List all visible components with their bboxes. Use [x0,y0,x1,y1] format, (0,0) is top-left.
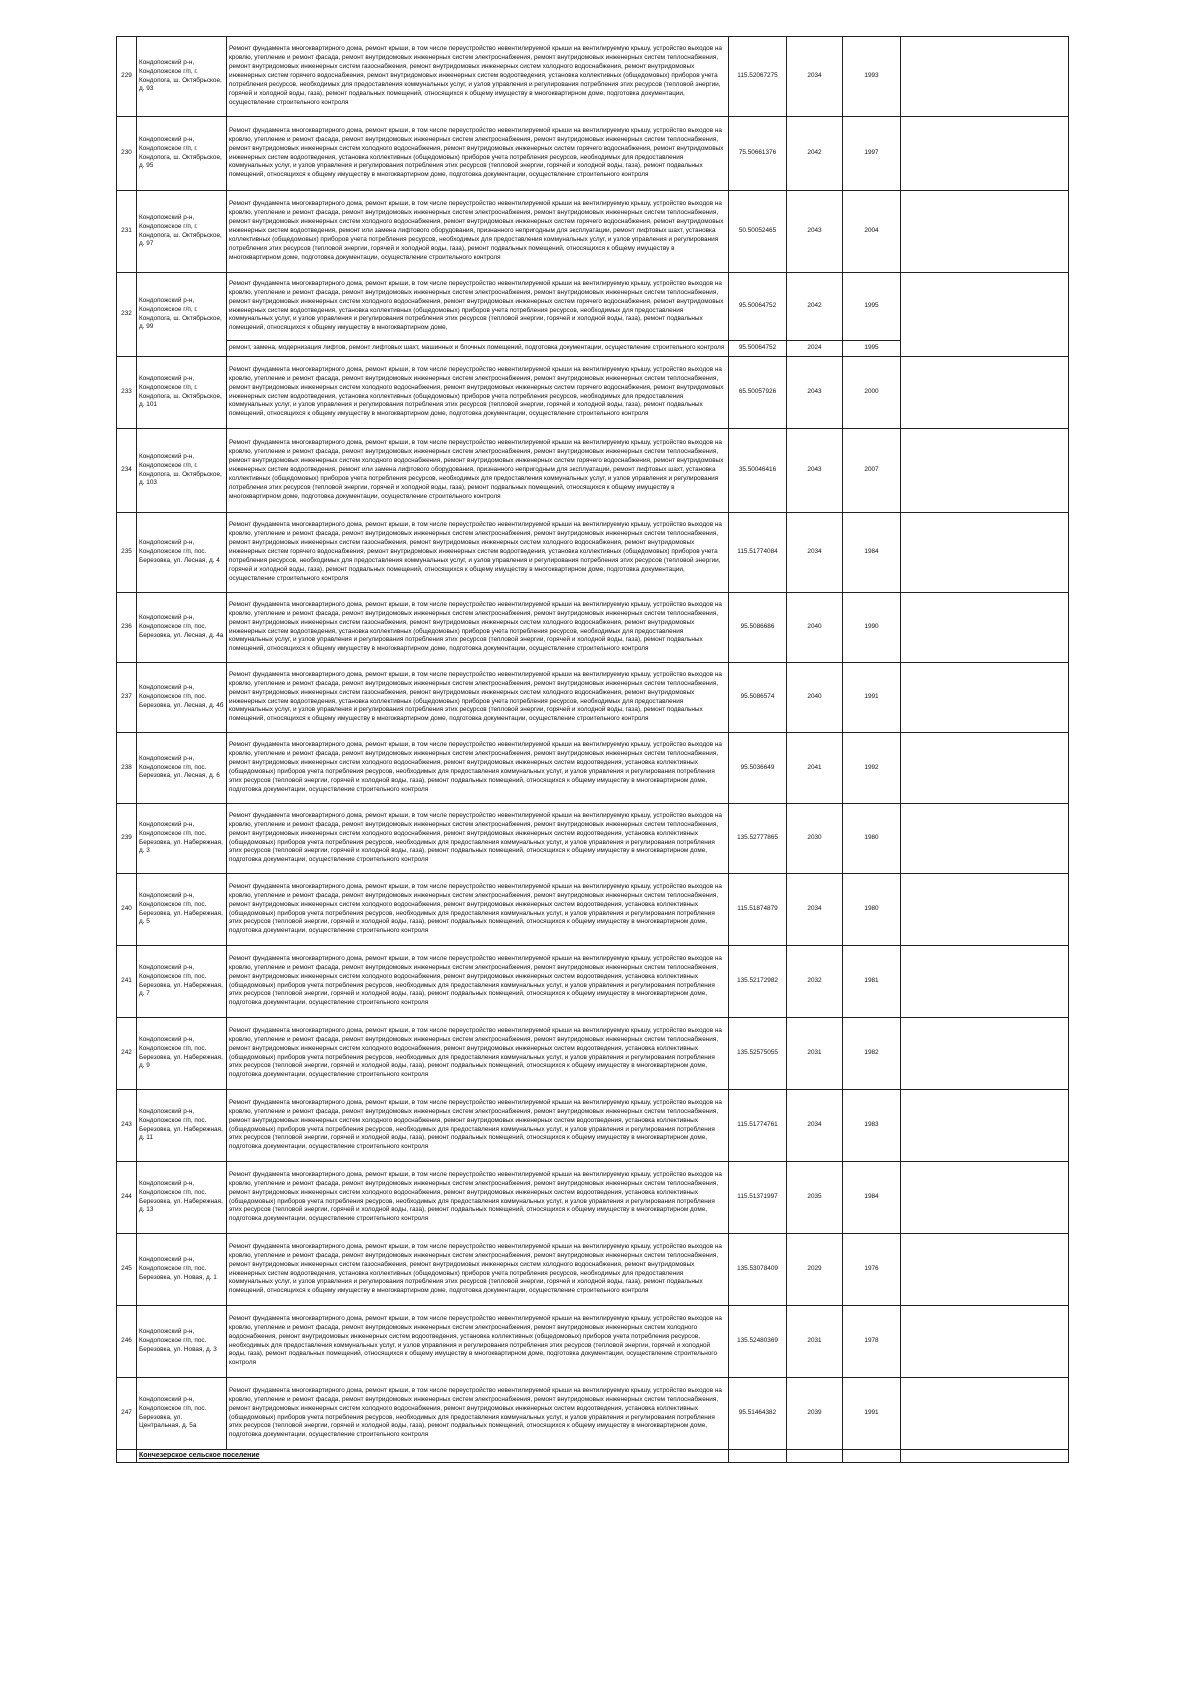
row-works: Ремонт фундамента многоквартирного дома, ремонт крыши, в том числе переустройство невентилируемой крыши на вентилируемую крышу, устройство выходов на кровлю, утепление и ремонт фасада, ремонт внутридомовых инженерных систем электроснабжения, ремонт внутридомовых инженерных систем теплоснабжения, ремонт внутридомовых инженерных систем холодного водоснабжения, ремонт внутридомовых инженерных систем водоотведения, установка коллективных (общедомовых) приборов учета потребления ресурсов, необходимых для предоставления коммунальных услуг, и узлов управления и регулирования потребления этих ресурсов (тепловой энергии, горячей и холодной воды, газа), ремонт подвальных помещений, относящихся к общему имуществу в многоквартирном доме, подготовка документации, осуществление строительного контроля [227,804,729,874]
row-works: Ремонт фундамента многоквартирного дома, ремонт крыши, в том числе переустройство невентилируемой крыши на вентилируемую крышу, устройство выходов на кровлю, утепление и ремонт фасада, ремонт внутридомовых инженерных систем электроснабжения, ремонт внутридомовых инженерных систем теплоснабжения, ремонт внутридомовых инженерных систем холодного водоснабжения, ремонт внутридомовых инженерных систем водоотведения, установка коллективных (общедомовых) приборов учета потребления ресурсов, необходимых для предоставления коммунальных услуг, и узлов управления и регулирования потребления этих ресурсов (тепловой энергии, горячей и холодной воды, газа), ремонт подвальных помещений, относящихся к общему имуществу в многоквартирном доме, подготовка документации, осуществление строительного контроля [227,874,729,946]
row-year: 1995 [843,273,901,341]
row-cost: 50.50052465 [729,191,787,273]
table-row [117,429,1069,513]
subrow-cost: 95.50064752 [729,341,787,357]
row-number: 244 [117,1162,137,1234]
row-address: Кондопожский р-н, Кондопожское г/п, пос. Березовка, ул. Набережная, д. 11 [137,1090,227,1162]
row-works: Ремонт фундамента многоквартирного дома, ремонт крыши, в том числе переустройство невентилируемой крыши на вентилируемую крышу, устройство выходов на кровлю, утепление и ремонт фасада, ремонт внутридомовых инженерных систем электроснабжения, ремонт внутридомовых инженерных систем теплоснабжения, ремонт внутридомовых инженерных систем холодного водоснабжения, ремонт внутридомовых инженерных систем водоотведения, установка коллективных (общедомовых) приборов учета потребления ресурсов, необходимых для предоставления коммунальных услуг, и узлов управления и регулирования потребления этих ресурсов (тепловой энергии, горячей и холодной воды, газа), ремонт подвальных помещений, относящихся к общему имуществу в многоквартирном доме, подготовка документации, осуществление строительного контроля [227,1378,729,1450]
row-number: 229 [117,37,137,117]
row-cost: 135.52480369 [729,1306,787,1378]
table-row [117,1018,1069,1090]
row-address: Кондопожский р-н, Кондопожское г/п, пос. Березовка, ул. Лесная, д. 6 [137,733,227,804]
row-year: 1991 [843,663,901,733]
row-empty-cell [901,1090,1069,1162]
row-number: 241 [117,946,137,1018]
row-empty-cell [901,1162,1069,1234]
row-empty-cell [901,733,1069,804]
row-period: 2034 [787,37,843,117]
row-empty-cell [901,593,1069,663]
row-year: 1991 [843,1378,901,1450]
row-cost: 95.5036649 [729,733,787,804]
row-cost: 135.52777865 [729,804,787,874]
table-row [117,1378,1069,1450]
row-year: 2004 [843,191,901,273]
row-period: 2029 [787,1234,843,1306]
row-year: 1981 [843,946,901,1018]
row-year: 1993 [843,37,901,117]
row-cost: 115.51371997 [729,1162,787,1234]
row-period: 2042 [787,117,843,191]
table-row [117,663,1069,733]
row-empty-cell [901,273,1069,357]
row-works: Ремонт фундамента многоквартирного дома, ремонт крыши, в том числе переустройство невентилируемой крыши на вентилируемую крышу, устройство выходов на кровлю, утепление и ремонт фасада, ремонт внутридомовых инженерных систем электроснабжения, ремонт внутридомовых инженерных систем теплоснабжения, ремонт внутридомовых инженерных систем холодного водоснабжения, ремонт внутридомовых инженерных систем водоотведения, установка коллективных (общедомовых) приборов учета потребления ресурсов, необходимых для предоставления коммунальных услуг, и узлов управления и регулирования потребления этих ресурсов (тепловой энергии, горячей и холодной воды, газа), ремонт подвальных помещений, относящихся к общему имуществу в многоквартирном доме, подготовка документации, осуществление строительного контроля [227,946,729,1018]
row-empty-cell [901,1378,1069,1450]
row-cost: 75.50661376 [729,117,787,191]
row-year: 2000 [843,357,901,429]
row-period: 2042 [787,273,843,341]
row-cost: 135.52172982 [729,946,787,1018]
row-address: Кондопожский р-н, Кондопожское г/п, пос. Березовка, ул. Центральная, д. 5а [137,1378,227,1450]
row-cost: 115.51774761 [729,1090,787,1162]
row-number: 239 [117,804,137,874]
row-empty-cell [901,663,1069,733]
row-period: 2030 [787,804,843,874]
row-address: Кондопожский р-н, Кондопожское г/п, пос. Березовка, ул. Набережная, д. 5 [137,874,227,946]
row-address: Кондопожский р-н, Кондопожское г/п, г. Кондопога, ш. Октябрьское, д. 99 [137,273,227,357]
table-row [117,1162,1069,1234]
row-year: 1997 [843,117,901,191]
row-period: 2043 [787,429,843,513]
row-cost: 65.50057926 [729,357,787,429]
capital-repair-table [116,36,1069,1463]
row-cost: 95.51464382 [729,1378,787,1450]
row-number: 236 [117,593,137,663]
row-works: Ремонт фундамента многоквартирного дома, ремонт крыши, в том числе переустройство невентилируемой крыши на вентилируемую крышу, устройство выходов на кровлю, утепление и ремонт фасада, ремонт внутридомовых инженерных систем электроснабжения, ремонт внутридомовых инженерных систем теплоснабжения, ремонт внутридомовых инженерных систем газоснабжения, ремонт внутридомовых инженерных систем холодного водоснабжения, ремонт внутридомовых инженерных систем водоотведения, установка коллективных (общедомовых) приборов учета потребления ресурсов, необходимых для предоставления коммунальных услуг, и узлов управления и регулирования потребления этих ресурсов (тепловой энергии, горячей и холодной воды, газа), ремонт подвальных помещений, относящихся к общему имуществу в многоквартирном доме, подготовка документации, осуществление строительного контроля [227,663,729,733]
subrow-period: 2024 [787,341,843,357]
row-works: Ремонт фундамента многоквартирного дома, ремонт крыши, в том числе переустройство невентилируемой крыши на вентилируемую крышу, устройство выходов на кровлю, утепление и ремонт фасада, ремонт внутридомовых инженерных систем электроснабжения, ремонт внутридомовых инженерных систем теплоснабжения, ремонт внутридомовых инженерных систем холодного водоснабжения, ремонт внутридомовых инженерных систем горячего водоснабжения, ремонт внутридомовых инженерных систем водоотведения, установка коллективных (общедомовых) приборов учета потребления ресурсов, необходимых для предоставления коммунальных услуг, и узлов управления и регулирования потребления этих ресурсов (тепловой энергии, горячей и холодной воды, газа), ремонт подвальных помещений, относящихся к общему имуществу в многоквартирном доме, подготовка документации, осуществление строительного контроля [227,117,729,191]
row-address: Кондопожский р-н, Кондопожское г/п, пос. Березовка, ул. Набережная, д. 9 [137,1018,227,1090]
row-address: Кондопожский р-н, Кондопожское г/п, пос. Березовка, ул. Лесная, д. 4а [137,593,227,663]
row-empty-cell [901,37,1069,117]
row-works: Ремонт фундамента многоквартирного дома, ремонт крыши, в том числе переустройство невентилируемой крыши на вентилируемую крышу, устройство выходов на кровлю, утепление и ремонт фасада, ремонт внутридомовых инженерных систем электроснабжения, ремонт внутридомовых инженерных систем теплоснабжения, ремонт внутридомовых инженерных систем холодного водоснабжения, ремонт внутридомовых инженерных систем горячего водоснабжения, ремонт внутридомовых инженерных систем водоотведения, установка коллективных (общедомовых) приборов учета потребления ресурсов, необходимых для предоставления коммунальных услуг, и узлов управления и регулирования потребления этих ресурсов (тепловой энергии, горячей и холодной воды, газа), ремонт подвальных помещений, относящихся к общему имуществу в многоквартирном доме, [227,273,729,341]
row-number: 245 [117,1234,137,1306]
row-works: Ремонт фундамента многоквартирного дома, ремонт крыши, в том числе переустройство невентилируемой крыши на вентилируемую крышу, устройство выходов на кровлю, утепление и ремонт фасада, ремонт внутридомовых инженерных систем электроснабжения, ремонт внутридомовых инженерных систем теплоснабжения, ремонт внутридомовых инженерных систем холодного водоснабжения, ремонт внутридомовых инженерных систем водоотведения, установка коллективных (общедомовых) приборов учета потребления ресурсов, необходимых для предоставления коммунальных услуг, и узлов управления и регулирования потребления этих ресурсов (тепловой энергии, горячей и холодной воды, газа), ремонт подвальных помещений, относящихся к общему имуществу в многоквартирном доме, подготовка документации, осуществление строительного контроля [227,1090,729,1162]
row-number: 237 [117,663,137,733]
section-row [117,1450,1069,1463]
row-number: 238 [117,733,137,804]
row-year: 1984 [843,513,901,593]
row-number: 235 [117,513,137,593]
row-cost: 95.5086686 [729,593,787,663]
row-works: Ремонт фундамента многоквартирного дома, ремонт крыши, в том числе переустройство невентилируемой крыши на вентилируемую крышу, устройство выходов на кровлю, утепление и ремонт фасада, ремонт внутридомовых инженерных систем электроснабжения, ремонт внутридомовых инженерных систем теплоснабжения, ремонт внутридомовых инженерных систем холодного водоснабжения, ремонт внутридомовых инженерных систем водоотведения, установка коллективных (общедомовых) приборов учета потребления ресурсов, необходимых для предоставления коммунальных услуг, и узлов управления и регулирования потребления этих ресурсов (тепловой энергии, горячей и холодной воды, газа), ремонт подвальных помещений, относящихся к общему имуществу в многоквартирном доме, подготовка документации, осуществление строительного контроля [227,733,729,804]
table-row [117,1090,1069,1162]
row-address: Кондопожский р-н, Кондопожское г/п, г. Кондопога, ш. Октябрьское, д. 101 [137,357,227,429]
row-period: 2043 [787,357,843,429]
row-cost: 135.52575055 [729,1018,787,1090]
row-period: 2034 [787,1090,843,1162]
table-row [117,1306,1069,1378]
row-year: 1990 [843,593,901,663]
row-number: 240 [117,874,137,946]
table-row [117,946,1069,1018]
row-works: Ремонт фундамента многоквартирного дома, ремонт крыши, в том числе переустройство невентилируемой крыши на вентилируемую крышу, устройство выходов на кровлю, утепление и ремонт фасада, ремонт внутридомовых инженерных систем электроснабжения, ремонт внутридомовых инженерных систем холодного водоснабжения, ремонт внутридомовых инженерных систем водоотведения, установка коллективных (общедомовых) приборов учета потребления ресурсов, необходимых для предоставления коммунальных услуг, и узлов управления и регулирования потребления этих ресурсов (тепловой энергии, горячей и холодной воды, газа), ремонт подвальных помещений, относящихся к общему имуществу в многоквартирном доме, подготовка документации, осуществление строительного контроля [227,1306,729,1378]
row-address: Кондопожский р-н, Кондопожское г/п, пос. Березовка, ул. Набережная, д. 7 [137,946,227,1018]
table-row [117,1234,1069,1306]
row-number: 242 [117,1018,137,1090]
row-cost: 135.53078409 [729,1234,787,1306]
row-period: 2035 [787,1162,843,1234]
row-number: 230 [117,117,137,191]
row-empty-cell [901,946,1069,1018]
row-address: Кондопожский р-н, Кондопожское г/п, г. Кондопога, ш. Октябрьское, д. 97 [137,191,227,273]
row-number: 233 [117,357,137,429]
row-empty-cell [901,429,1069,513]
row-address: Кондопожский р-н, Кондопожское г/п, г. Кондопога, ш. Октябрьское, д. 95 [137,117,227,191]
table-row [117,513,1069,593]
row-address: Кондопожский р-н, Кондопожское г/п, пос. Березовка, ул. Набережная, д. 3 [137,804,227,874]
table-row [117,117,1069,191]
row-address: Кондопожский р-н, Кондопожское г/п, г. Кондопога, ш. Октябрьское, д. 93 [137,37,227,117]
row-empty-cell [901,513,1069,593]
section-title: Кончезерское сельское поселение [139,1452,260,1459]
row-empty-cell [901,804,1069,874]
row-cost: 115.51874879 [729,874,787,946]
row-works: Ремонт фундамента многоквартирного дома, ремонт крыши, в том числе переустройство невентилируемой крыши на вентилируемую крышу, устройство выходов на кровлю, утепление и ремонт фасада, ремонт внутридомовых инженерных систем электроснабжения, ремонт внутридомовых инженерных систем теплоснабжения, ремонт внутридомовых инженерных систем газоснабжения, ремонт внутридомовых инженерных систем холодного водоснабжения, ремонт внутридомовых инженерных систем горячего водоснабжения, ремонт внутридомовых инженерных систем водоотведения, установка коллективных (общедомовых) приборов учета потребления ресурсов, необходимых для предоставления коммунальных услуг, и узлов управления и регулирования потребления этих ресурсов (тепловой энергии, горячей и холодной воды, газа), ремонт подвальных помещений, относящихся к общему имуществу в многоквартирном доме, подготовка документации, осуществление строительного контроля [227,37,729,117]
row-period: 2043 [787,191,843,273]
row-number: 234 [117,429,137,513]
table-row [117,804,1069,874]
row-number: 246 [117,1306,137,1378]
row-year: 1983 [843,1090,901,1162]
row-number: 231 [117,191,137,273]
row-year: 2007 [843,429,901,513]
row-empty-cell [901,874,1069,946]
register-sheet [116,36,1068,1463]
row-year: 1980 [843,804,901,874]
row-address: Кондопожский р-н, Кондопожское г/п, г. Кондопога, ш. Октябрьское, д. 103 [137,429,227,513]
table-row [117,874,1069,946]
row-period: 2031 [787,1306,843,1378]
row-cost: 35.50046416 [729,429,787,513]
row-period: 2039 [787,1378,843,1450]
row-period: 2040 [787,593,843,663]
row-year: 1982 [843,1018,901,1090]
row-empty-cell [901,1018,1069,1090]
row-empty-cell [901,117,1069,191]
row-period: 2031 [787,1018,843,1090]
row-works: Ремонт фундамента многоквартирного дома, ремонт крыши, в том числе переустройство невентилируемой крыши на вентилируемую крышу, устройство выходов на кровлю, утепление и ремонт фасада, ремонт внутридомовых инженерных систем электроснабжения, ремонт внутридомовых инженерных систем теплоснабжения, ремонт внутридомовых инженерных систем холодного водоснабжения, ремонт внутридомовых инженерных систем водоотведения, установка коллективных (общедомовых) приборов учета потребления ресурсов, необходимых для предоставления коммунальных услуг, и узлов управления и регулирования потребления этих ресурсов (тепловой энергии, горячей и холодной воды, газа), ремонт подвальных помещений, относящихся к общему имуществу в многоквартирном доме, подготовка документации, осуществление строительного контроля [227,1018,729,1090]
row-address: Кондопожский р-н, Кондопожское г/п, пос. Березовка, ул. Новая, д. 1 [137,1234,227,1306]
row-empty-cell [901,191,1069,273]
row-year: 1978 [843,1306,901,1378]
row-address: Кондопожский р-н, Кондопожское г/п, пос. Березовка, ул. Набережная, д. 13 [137,1162,227,1234]
row-number: 247 [117,1378,137,1450]
row-period: 2041 [787,733,843,804]
row-empty-cell [901,357,1069,429]
row-period: 2032 [787,946,843,1018]
row-works: Ремонт фундамента многоквартирного дома, ремонт крыши, в том числе переустройство невентилируемой крыши на вентилируемую крышу, устройство выходов на кровлю, утепление и ремонт фасада, ремонт внутридомовых инженерных систем электроснабжения, ремонт внутридомовых инженерных систем теплоснабжения, ремонт внутридомовых инженерных систем газоснабжения, ремонт внутридомовых инженерных систем холодного водоснабжения, ремонт внутридомовых инженерных систем горячего водоснабжения, ремонт внутридомовых инженерных систем водоотведения, установка коллективных (общедомовых) приборов учета потребления ресурсов, необходимых для предоставления коммунальных услуг, и узлов управления и регулирования потребления этих ресурсов (тепловой энергии, горячей и холодной воды, газа), ремонт подвальных помещений, относящихся к общему имуществу в многоквартирном доме, подготовка документации, осуществление строительного контроля [227,513,729,593]
subrow-year: 1995 [843,341,901,357]
table-row [117,273,1069,341]
row-period: 2040 [787,663,843,733]
table-row [117,357,1069,429]
row-works: Ремонт фундамента многоквартирного дома, ремонт крыши, в том числе переустройство невентилируемой крыши на вентилируемую крышу, устройство выходов на кровлю, утепление и ремонт фасада, ремонт внутридомовых инженерных систем электроснабжения, ремонт внутридомовых инженерных систем теплоснабжения, ремонт внутридомовых инженерных систем холодного водоснабжения, ремонт внутридомовых инженерных систем горячего водоснабжения, ремонт внутридомовых инженерных систем водоотведения, ремонт или замена лифтового оборудования, признанного непригодным для эксплуатации, ремонт лифтовых шахт, установка коллективных (общедомовых) приборов учета потребления ресурсов, необходимых для предоставления коммунальных услуг, и узлов управления и регулирования потребления этих ресурсов (тепловой энергии, горячей и холодной воды, газа), ремонт подвальных помещений, относящихся к общему имуществу в многоквартирном доме, подготовка документации, осуществление строительного контроля [227,429,729,513]
row-period: 2034 [787,513,843,593]
row-address: Кондопожский р-н, Кондопожское г/п, пос. Березовка, ул. Лесная, д. 4 [137,513,227,593]
row-address: Кондопожский р-н, Кондопожское г/п, пос. Березовка, ул. Лесная, д. 4б [137,663,227,733]
row-cost: 95.50064752 [729,273,787,341]
subrow-works: ремонт, замена, модернизация лифтов, ремонт лифтовых шахт, машинных и блочных помещений, подготовка документации, осуществление строительного контроля [227,341,729,357]
row-year: 1980 [843,874,901,946]
row-year: 1992 [843,733,901,804]
table-row [117,37,1069,117]
row-works: Ремонт фундамента многоквартирного дома, ремонт крыши, в том числе переустройство невентилируемой крыши на вентилируемую крышу, устройство выходов на кровлю, утепление и ремонт фасада, ремонт внутридомовых инженерных систем электроснабжения, ремонт внутридомовых инженерных систем теплоснабжения, ремонт внутридомовых инженерных систем холодного водоснабжения, ремонт внутридомовых инженерных систем горячего водоснабжения, ремонт внутридомовых инженерных систем водоотведения, установка коллективных (общедомовых) приборов учета потребления ресурсов, необходимых для предоставления коммунальных услуг, и узлов управления и регулирования потребления этих ресурсов (тепловой энергии, горячей и холодной воды, газа), ремонт подвальных помещений, относящихся к общему имуществу в многоквартирном доме, подготовка документации, осуществление строительного контроля [227,357,729,429]
table-row [117,733,1069,804]
row-empty-cell [901,1306,1069,1378]
row-works: Ремонт фундамента многоквартирного дома, ремонт крыши, в том числе переустройство невентилируемой крыши на вентилируемую крышу, устройство выходов на кровлю, утепление и ремонт фасада, ремонт внутридомовых инженерных систем электроснабжения, ремонт внутридомовых инженерных систем теплоснабжения, ремонт внутридомовых инженерных систем газоснабжения, ремонт внутридомовых инженерных систем холодного водоснабжения, ремонт внутридомовых инженерных систем водоотведения, установка коллективных (общедомовых) приборов учета потребления ресурсов, необходимых для предоставления коммунальных услуг, и узлов управления и регулирования потребления этих ресурсов (тепловой энергии, горячей и холодной воды, газа), ремонт подвальных помещений, относящихся к общему имуществу в многоквартирном доме, подготовка документации, осуществление строительного контроля [227,1234,729,1306]
row-period: 2034 [787,874,843,946]
row-address: Кондопожский р-н, Кондопожское г/п, пос. Березовка, ул. Новая, д. 3 [137,1306,227,1378]
row-cost: 95.5086574 [729,663,787,733]
row-empty-cell [901,1234,1069,1306]
row-cost: 115.51774084 [729,513,787,593]
row-works: Ремонт фундамента многоквартирного дома, ремонт крыши, в том числе переустройство невентилируемой крыши на вентилируемую крышу, устройство выходов на кровлю, утепление и ремонт фасада, ремонт внутридомовых инженерных систем электроснабжения, ремонт внутридомовых инженерных систем теплоснабжения, ремонт внутридомовых инженерных систем холодного водоснабжения, ремонт внутридомовых инженерных систем горячего водоснабжения, ремонт внутридомовых инженерных систем водоотведения, ремонт или замена лифтового оборудования, признанного непригодным для эксплуатации, ремонт лифтовых шахт, установка коллективных (общедомовых) приборов учета потребления ресурсов, необходимых для предоставления коммунальных услуг, и узлов управления и регулирования потребления этих ресурсов (тепловой энергии, горячей и холодной воды, газа), ремонт подвальных помещений, относящихся к общему имуществу в многоквартирном доме, подготовка документации, осуществление строительного контроля [227,191,729,273]
row-cost: 115.52067275 [729,37,787,117]
row-works: Ремонт фундамента многоквартирного дома, ремонт крыши, в том числе переустройство невентилируемой крыши на вентилируемую крышу, устройство выходов на кровлю, утепление и ремонт фасада, ремонт внутридомовых инженерных систем электроснабжения, ремонт внутридомовых инженерных систем теплоснабжения, ремонт внутридомовых инженерных систем газоснабжения, ремонт внутридомовых инженерных систем холодного водоснабжения, ремонт внутридомовых инженерных систем водоотведения, установка коллективных (общедомовых) приборов учета потребления ресурсов, необходимых для предоставления коммунальных услуг, и узлов управления и регулирования потребления этих ресурсов (тепловой энергии, горячей и холодной воды, газа), ремонт подвальных помещений, относящихся к общему имуществу в многоквартирном доме, подготовка документации, осуществление строительного контроля [227,593,729,663]
row-number: 243 [117,1090,137,1162]
row-number: 232 [117,273,137,357]
row-year: 1984 [843,1162,901,1234]
table-row [117,593,1069,663]
table-row [117,191,1069,273]
row-works: Ремонт фундамента многоквартирного дома, ремонт крыши, в том числе переустройство невентилируемой крыши на вентилируемую крышу, устройство выходов на кровлю, утепление и ремонт фасада, ремонт внутридомовых инженерных систем электроснабжения, ремонт внутридомовых инженерных систем теплоснабжения, ремонт внутридомовых инженерных систем холодного водоснабжения, ремонт внутридомовых инженерных систем водоотведения, установка коллективных (общедомовых) приборов учета потребления ресурсов, необходимых для предоставления коммунальных услуг, и узлов управления и регулирования потребления этих ресурсов (тепловой энергии, горячей и холодной воды, газа), ремонт подвальных помещений, относящихся к общему имуществу в многоквартирном доме, подготовка документации, осуществление строительного контроля [227,1162,729,1234]
row-year: 1976 [843,1234,901,1306]
